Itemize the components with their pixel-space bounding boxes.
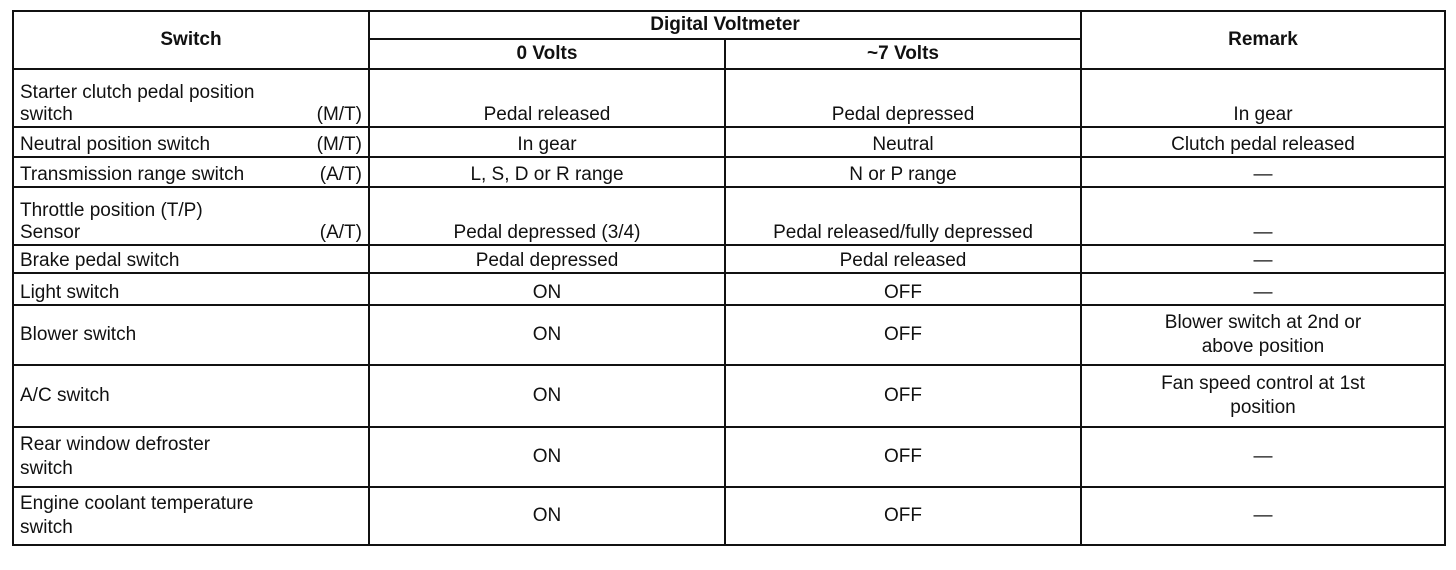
zero-volts-cell: Pedal depressed — [369, 245, 725, 273]
zero-volts-cell: ON — [369, 365, 725, 427]
table-row — [13, 157, 1445, 187]
switch-name-line2: switch — [20, 458, 73, 479]
remark-line2: position — [1230, 397, 1296, 418]
table-row — [13, 127, 1445, 157]
remark-cell: In gear — [1081, 69, 1445, 127]
zero-volts-cell: ON — [369, 427, 725, 487]
switch-cell — [13, 305, 369, 365]
remark-cell: — — [1081, 245, 1445, 273]
switch-voltage-table — [12, 10, 1446, 546]
seven-volts-cell: OFF — [725, 365, 1081, 427]
remark-cell — [1081, 365, 1445, 427]
remark-line2: above position — [1201, 336, 1325, 357]
header-seven-volts: ~7 Volts — [725, 39, 1081, 69]
switch-cell — [13, 487, 369, 545]
remark-cell: — — [1081, 187, 1445, 245]
table-row — [13, 487, 1445, 545]
seven-volts-cell: Neutral — [725, 127, 1081, 157]
switch-cell — [13, 157, 369, 187]
seven-volts-cell: Pedal released — [725, 245, 1081, 273]
remark-line1: Fan speed control at 1st — [1161, 373, 1365, 394]
zero-volts-cell: Pedal released — [369, 69, 725, 127]
seven-volts-cell: N or P range — [725, 157, 1081, 187]
switch-name: Neutral position switch — [20, 134, 211, 155]
switch-cell — [13, 245, 369, 273]
switch-name-line1: Engine coolant temperature — [20, 493, 254, 514]
header-zero-volts: 0 Volts — [369, 39, 725, 69]
remark-cell: — — [1081, 487, 1445, 545]
seven-volts-cell: OFF — [725, 273, 1081, 305]
switch-cell — [13, 273, 369, 305]
table-row — [13, 69, 1445, 127]
switch-name: A/C switch — [20, 385, 110, 406]
switch-cell — [13, 365, 369, 427]
switch-cell — [13, 187, 369, 245]
seven-volts-cell: Pedal depressed — [725, 69, 1081, 127]
switch-name-line2: switch — [20, 517, 73, 538]
remark-cell — [1081, 305, 1445, 365]
switch-name: Brake pedal switch — [20, 250, 180, 271]
transmission-tag: (M/T) — [316, 134, 362, 155]
switch-name-line1: Throttle position (T/P) — [20, 200, 203, 221]
transmission-tag: (A/T) — [319, 164, 362, 185]
switch-name-line2: Sensor — [20, 222, 81, 243]
seven-volts-cell: Pedal released/fully depressed — [725, 187, 1081, 245]
switch-name: Transmission range switch — [20, 164, 245, 185]
remark-cell: — — [1081, 273, 1445, 305]
remark-cell: Clutch pedal released — [1081, 127, 1445, 157]
table-row — [13, 245, 1445, 273]
zero-volts-cell: ON — [369, 305, 725, 365]
table-row — [13, 427, 1445, 487]
header-remark: Remark — [1081, 11, 1445, 69]
switch-cell — [13, 427, 369, 487]
remark-line1: Blower switch at 2nd or — [1164, 312, 1362, 333]
remark-cell: — — [1081, 157, 1445, 187]
table-row — [13, 305, 1445, 365]
remark-cell: — — [1081, 427, 1445, 487]
zero-volts-cell: Pedal depressed (3/4) — [369, 187, 725, 245]
table-row — [13, 187, 1445, 245]
zero-volts-cell: ON — [369, 487, 725, 545]
seven-volts-cell: OFF — [725, 305, 1081, 365]
transmission-tag: (A/T) — [319, 222, 362, 243]
table-row — [13, 273, 1445, 305]
zero-volts-cell: ON — [369, 273, 725, 305]
switch-name: Light switch — [20, 282, 120, 303]
header-digital-voltmeter: Digital Voltmeter — [369, 11, 1081, 39]
switch-name-line2: switch — [20, 104, 73, 125]
transmission-tag: (M/T) — [316, 104, 362, 125]
switch-name-line1: Rear window defroster — [20, 434, 211, 455]
seven-volts-cell: OFF — [725, 487, 1081, 545]
zero-volts-cell: In gear — [369, 127, 725, 157]
switch-name: Blower switch — [20, 324, 137, 345]
switch-cell — [13, 69, 369, 127]
seven-volts-cell: OFF — [725, 427, 1081, 487]
table-row — [13, 365, 1445, 427]
zero-volts-cell: L, S, D or R range — [369, 157, 725, 187]
header-switch: Switch — [13, 11, 369, 69]
switch-name-line1: Starter clutch pedal position — [20, 82, 255, 103]
switch-cell — [13, 127, 369, 157]
